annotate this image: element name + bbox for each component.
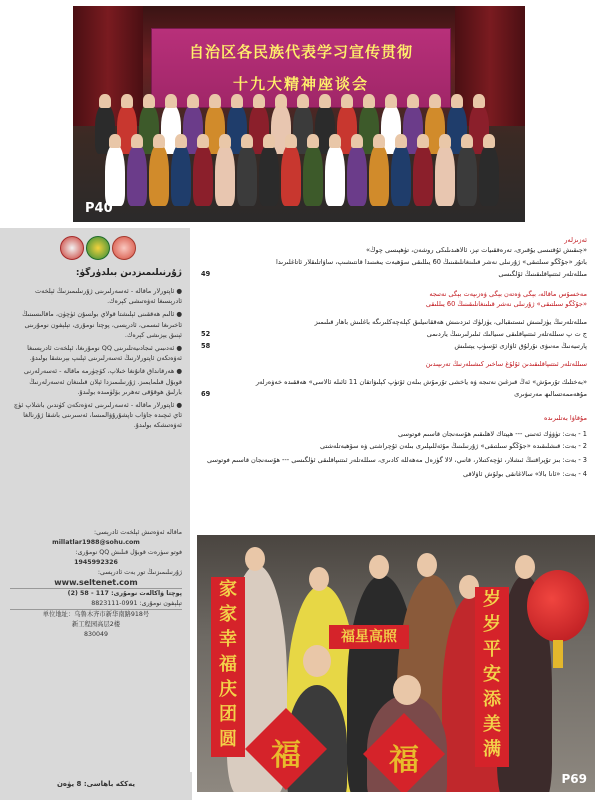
attendee-face: [395, 134, 407, 148]
attendee-face: [319, 94, 331, 108]
toc-entry[interactable]: [201, 390, 587, 400]
toc-entry[interactable]: [201, 430, 587, 440]
address-line: 单位地址：乌鲁木齐市新华南路918号: [42, 611, 150, 618]
couplet-character: 幸: [219, 629, 237, 650]
fu-character-left: 福: [271, 738, 301, 773]
attendee: [413, 144, 433, 206]
toc-entry-text: 4 - بەت: «ئانا بالا» سالاغانقى بولۇش ئاۋلاقى: [463, 470, 587, 478]
couplet-character: 家: [219, 579, 237, 600]
info-sidebar: [0, 228, 190, 800]
attendee-face: [461, 134, 473, 148]
couplet-character: 满: [483, 739, 501, 760]
toc-entry-text: ئەزىزلەر: [564, 236, 587, 244]
magazine-logo-2: [86, 236, 110, 260]
couplet-character: 圆: [219, 729, 237, 750]
notice-paragraph: ● ئەدىبىي ئىجادىيەتلىرىنى QQ نومۇرىغا، ئېلخەت ئادرېسىغا ئەۋەتكەن ئاپتورلارنىڭ ئەسەرلىرىنى ئېلىپ بېرىشقا بولىدۇ.: [27, 344, 182, 363]
couplet-character: 庆: [219, 679, 237, 700]
postcode: 830049: [83, 631, 109, 638]
toc-entry-text: پارتىيەنىڭ مەنىۋى نۇرلۇق ئاۋازى ئۆسۈپ يېتىلىش: [454, 342, 587, 350]
attendee-face: [263, 134, 275, 148]
attendee: [479, 144, 499, 206]
face: [417, 553, 437, 577]
attendee-face: [99, 94, 111, 108]
attendee: [347, 144, 367, 206]
attendee-face: [241, 134, 253, 148]
face: [245, 547, 265, 571]
attendee: [193, 144, 213, 206]
toc-entry[interactable]: [201, 378, 587, 388]
attendee-face: [121, 94, 133, 108]
attendee-face: [175, 134, 187, 148]
page-label-top: P40: [85, 201, 113, 216]
toc-entry[interactable]: [201, 290, 587, 300]
attendee-face: [417, 134, 429, 148]
attendee: [215, 144, 235, 206]
attendee-face: [473, 94, 485, 108]
table-of-contents: [197, 230, 595, 530]
toc-page-number: 69: [201, 390, 211, 398]
couplet-character: 家: [219, 604, 237, 625]
attendee: [127, 144, 147, 206]
qq-label: فوتو سۈرەت قوبۇل قىلىش QQ نومۇرى:: [75, 549, 182, 556]
attendee-face: [187, 94, 199, 108]
toc-entry[interactable]: [201, 470, 587, 480]
attendee-face: [351, 134, 363, 148]
toc-entry-text: مىللەتلەرنىڭ يۈزلىنىش ئىستىقبالى، يۈزلۈك ئىزدىنىش ھەققانىيلىق كېلەچەكلىرىگە باغلىش باھار قىلىمىز: [314, 318, 587, 326]
single-issue-price: يەككە باھاسى: 8 يۈەن: [56, 780, 136, 788]
attendee: [281, 144, 301, 206]
attendee-face: [329, 134, 341, 148]
couplet-character: 安: [483, 664, 501, 685]
attendee-face: [253, 94, 265, 108]
attendee: [105, 144, 125, 206]
attendee: [435, 144, 455, 206]
group-of-people: [95, 98, 505, 210]
attendee-face: [407, 94, 419, 108]
banner-line1: 自治区各民族代表学习宣传贯彻: [188, 43, 413, 61]
toc-entry-text: «چىقىش ئۇقتىسى يۇقىرى، تەرەققىيات تېز، ئالاھىدىلىكى روشەن، تۈھپىسى چوڭ»: [365, 246, 587, 254]
toc-entry-text: 2 - بەت: قىشلىقىدە «جۇڭگو سىلتىقى» ژۇرنىلىنىڭ مۇئەللىپلىرى بىلەن ئۇچراشتى ۋە سۆھبەتلەشتى: [320, 442, 587, 450]
attendee-face: [373, 134, 385, 148]
toc-entry-text: باتۇر «جۇڭگو سىلتىقى» ژۇرنىلى نەشر قىلىنغانلىقىنىڭ 60 يىللىقى سۆھبەت يىغىنىدا قانتىشىپ، ساۋاتلىقلار ئاتاغلىرىدا: [276, 258, 587, 266]
couplet-character: 平: [483, 639, 501, 660]
address-line-2: 新工程园高层2楼: [71, 621, 121, 628]
attendee-face: [109, 134, 121, 148]
banner-line2: 十九大精神座谈会: [232, 75, 369, 93]
magazine-logo-1: [60, 236, 84, 260]
toc-entry[interactable]: [201, 258, 587, 268]
attendee: [237, 144, 257, 206]
toc-entry[interactable]: [201, 456, 587, 466]
toc-entry-text: 3 - بەت: بىز تۇپراقنىڭ ئىشلار، ئۈچەكتىلار، قانىي، لالا گۈزەل مەھەللە كادىرى، سىللەتلەر ئىتتىپاقلىقى ئۈلگىسى --- ھۆسەنجان قاسىم فوتوسى: [206, 456, 587, 464]
toc-entry[interactable]: [201, 270, 587, 280]
attendee-face: [285, 134, 297, 148]
attendee: [149, 144, 169, 206]
couplet-character: 福: [219, 654, 237, 675]
attendee: [369, 144, 389, 206]
issue-line: پوچتا ۋاكالەت نومۇرى: 117 - 58 (2): [67, 590, 182, 597]
attendee-face: [483, 134, 495, 148]
face: [393, 675, 421, 705]
attendee-face: [363, 94, 375, 108]
face: [369, 555, 389, 579]
toc-entry[interactable]: [201, 246, 587, 256]
attendee: [325, 144, 345, 206]
toc-entry-text: «بەختلىك تۇرمۇش» ئەڭ قىزغىن نەتىجە ۋە ياخشى تۇرمۇش بىلەن ئۆتۈپ كېلىۋاتقان 11 ئائىلە ئالاسى» ھەققىدە خەۋەرلەر: [255, 378, 587, 386]
notice-paragraph: ● ئاپتورلار ماقالە - ئەسەرلىرىنى ژۇرنىلىمىزنىڭ ئېلخەت ئادرېسىغا ئەۋەتىشى كېرەك.: [35, 287, 182, 306]
toc-entry-text: مىللەتلەر ئىتتىپاقلىقىنىڭ ئۆلگىسى: [498, 270, 587, 278]
attendee-face: [219, 134, 231, 148]
attendee-face: [275, 94, 287, 108]
attendee-face: [307, 134, 319, 148]
attendee-face: [429, 94, 441, 108]
notice-paragraph: ● ئاپتورلار ماقالە - ئەسەرلىرىنى ئەۋەتكەن كۈندىن باشلاپ ئۈچ ئاي ئىچىدە جاۋاب تاپشۇرۇۋالمىسا، ئەسىرىنى باشقا ژۇرنالغا ئەۋەتىشكە بولىدۇ.: [13, 401, 182, 430]
attendee-face: [341, 94, 353, 108]
toc-entry[interactable]: [201, 236, 587, 246]
horizontal-banner: 福星高照: [329, 625, 409, 649]
toc-entry-text: سىللەتلەر ئىتتىپاقلىقىدىن ئۇلۇغ ساخىر كىشىلەرنىڭ تەرىپىدىن: [425, 360, 587, 368]
magazine-logo-3: [112, 236, 136, 260]
attendee: [303, 144, 323, 206]
website-link[interactable]: www.seltenet.com: [54, 578, 138, 587]
lantern-tassel: [553, 640, 563, 668]
sidebar-heading: ژۇرنىلىمىزدىن بىلدۈرگۈ:: [75, 268, 182, 278]
couplet-character: 添: [483, 689, 501, 710]
couplet-character: 团: [219, 704, 237, 725]
email-label: ماقالە ئەۋەتىش ئېلخەت ئادرېسى:: [93, 529, 182, 536]
website-label: ژۇرنىلىمىزنىڭ تور بەت ئادرېسى:: [97, 569, 182, 576]
toc-entry[interactable]: [201, 330, 587, 340]
attendee: [171, 144, 191, 206]
contact-block: [10, 528, 182, 640]
attendee-face: [153, 134, 165, 148]
toc-entry[interactable]: [201, 318, 587, 328]
attendee-face: [131, 134, 143, 148]
toc-entry[interactable]: [201, 300, 587, 310]
attendee-face: [209, 94, 221, 108]
couplet-character: 岁: [483, 589, 501, 610]
qq-number: 1945992326: [74, 559, 118, 566]
top-photo: [73, 6, 525, 222]
couplet-character: 岁: [483, 614, 501, 635]
notice-body: [12, 286, 182, 434]
toc-entry-text: 1 - بەت: تۈۋۈك ئەتىنى --- ھېيتاك لاھلىقىم ھۆسەنجان قاسىم فوتوسى: [398, 430, 587, 438]
bottom-photo: [197, 535, 595, 792]
attendee-face: [197, 134, 209, 148]
attendee-face: [385, 94, 397, 108]
phone-line: تېلېفون نومۇرى: 0991-8823111: [91, 600, 182, 607]
toc-entry-text: مەخسۇس ماقالە، بېگى ۋەتەن بېگى ۋەزىپەت بېگى نەتىجە: [429, 290, 587, 298]
red-lantern: [527, 570, 589, 642]
toc-entry-text: ج ت پ سىللەتلەر ئىتتىپاقلىقى سىيالىك ئىلىرلىرىنىڭ ياردىمى: [426, 330, 587, 338]
face: [303, 645, 331, 677]
attendee: [259, 144, 279, 206]
attendee: [391, 144, 411, 206]
notice-paragraph: ● ئالىم ھەققىنى ئېلىشتا قولاي بولسۇن ئۈچۈن، ماقالىسىنىڭ ئاخىرىغا ئىسمى، ئادرېسى، پوچتا نومۇرى، تېلېفون نومۇرىنى ئېنىق يېزىشى كېرەك.: [22, 310, 182, 339]
toc-entry[interactable]: [201, 414, 587, 424]
toc-entry[interactable]: [201, 442, 587, 452]
toc-page-number: 49: [201, 270, 211, 278]
toc-entry-text: مۇقاۋا بەتلىرىدە: [544, 414, 587, 422]
attendee-face: [165, 94, 177, 108]
attendee: [457, 144, 477, 206]
toc-entry-text: «جۇڭگو سىلتىقى» ژۇرنىلى نەشر قىلىنغانلىقىنىڭ 60 يىللىقى: [425, 300, 587, 308]
email-address[interactable]: millatlar1988@sohu.com: [52, 539, 140, 546]
attendee-face: [143, 94, 155, 108]
notice-paragraph: ● ھەرقانداق قانۇنغا خىلاپ، كۆچۈرمە ماقالە - ئەسەرلەرنى قوبۇل قىلمايمىز. ژۇرنىلىمىزدا ئېلان قىلىنغان ئەسەرلەرنىڭ بارلىق ھوقۇقى تەھرىر بۆلۈمىدە بولىدۇ.: [23, 367, 182, 396]
fu-character-right: 福: [389, 743, 419, 778]
price-footer: [0, 772, 192, 800]
toc-entry[interactable]: [201, 342, 587, 352]
attendee-face: [231, 94, 243, 108]
toc-page-number: 52: [201, 330, 211, 338]
couplet-left: [211, 577, 245, 757]
couplet-right: [475, 587, 509, 767]
couplet-character: 美: [483, 714, 501, 735]
toc-entry-text: مۇھەممەتسالىھ مەرتىۋىرى: [514, 390, 587, 398]
face: [309, 567, 329, 591]
face: [515, 555, 535, 579]
toc-page-number: 58: [201, 342, 211, 350]
toc-entry[interactable]: [201, 360, 587, 370]
attendee-face: [451, 94, 463, 108]
page-label-bottom: P69: [561, 772, 587, 786]
attendee-face: [297, 94, 309, 108]
attendee-face: [439, 134, 451, 148]
